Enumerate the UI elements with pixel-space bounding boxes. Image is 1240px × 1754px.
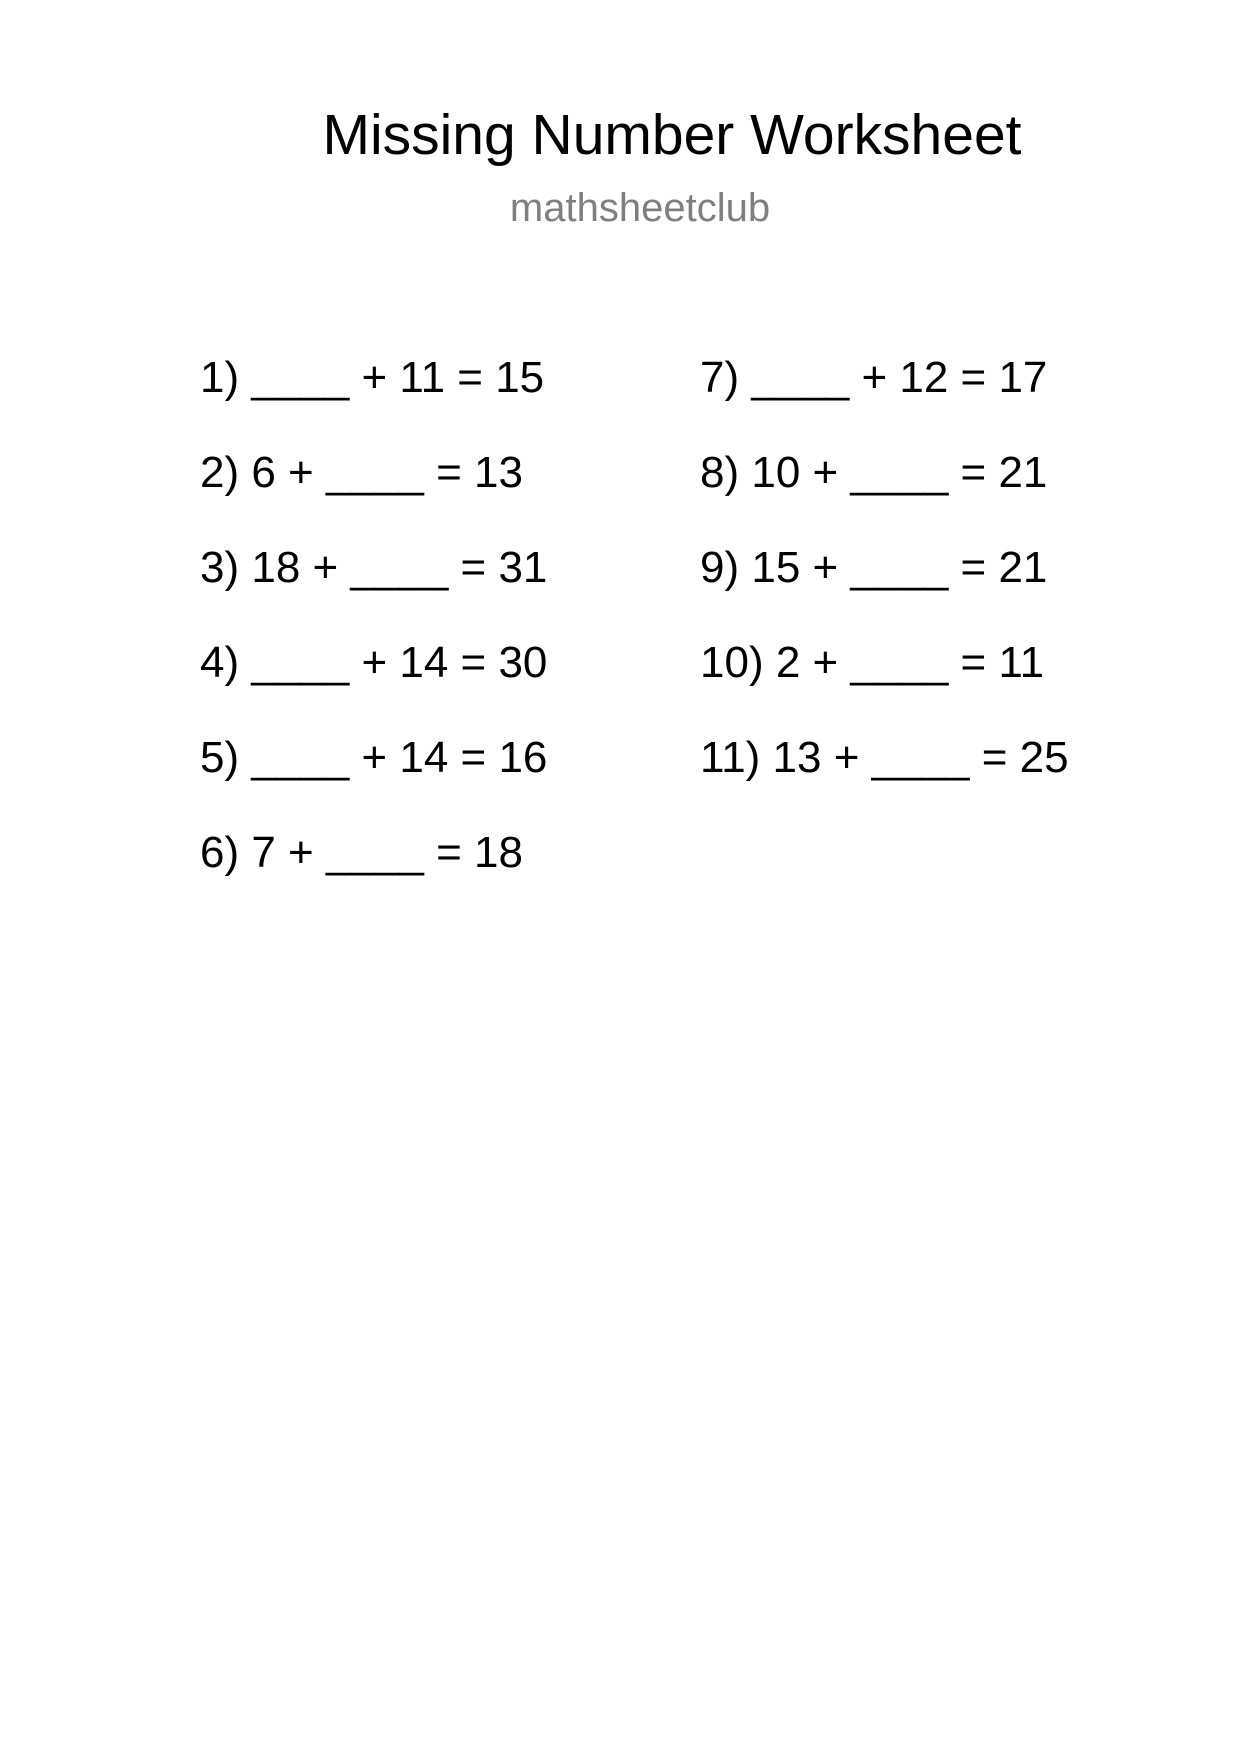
problem-2: 2) 6 + ____ = 13: [200, 448, 523, 497]
problem-8: 8) 10 + ____ = 21: [700, 448, 1048, 497]
problem-5: 5) ____ + 14 = 16: [200, 733, 548, 782]
problem-11: 11) 13 + ____ = 25: [700, 733, 1069, 782]
problem-7: 7) ____ + 12 = 17: [700, 353, 1048, 402]
problem-6: 6) 7 + ____ = 18: [200, 828, 523, 877]
problem-column-right: [700, 350, 1180, 825]
problem-column-left: [200, 350, 680, 920]
problem-9: 9) 15 + ____ = 21: [700, 543, 1048, 592]
page-title: Missing Number Worksheet: [322, 103, 1022, 167]
problem-3: 3) 18 + ____ = 31: [200, 543, 548, 592]
problem-10: 10) 2 + ____ = 11: [700, 638, 1045, 687]
page-subtitle: mathsheetclub: [509, 186, 771, 230]
problem-4: 4) ____ + 14 = 30: [200, 638, 548, 687]
problem-1: 1) ____ + 11 = 15: [200, 353, 545, 402]
